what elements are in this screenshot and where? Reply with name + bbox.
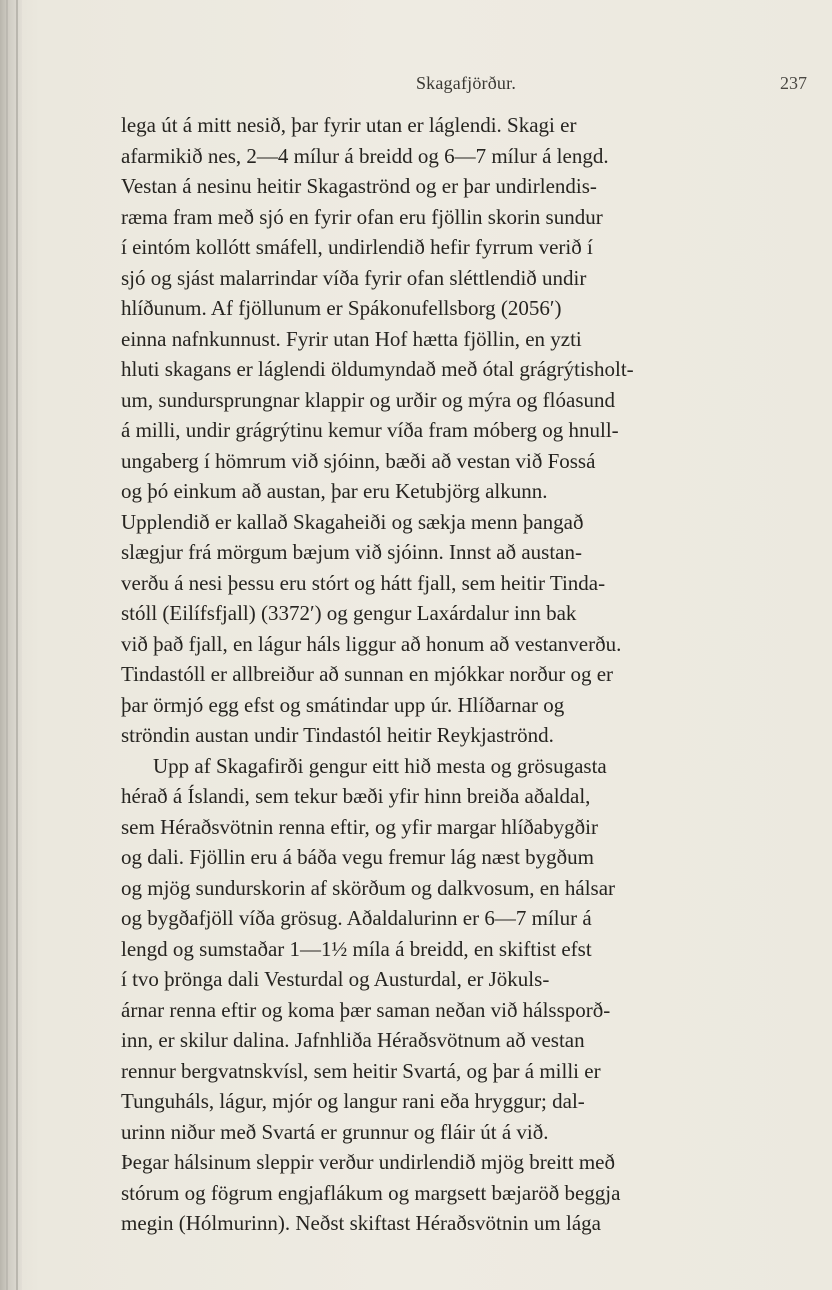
text-line: um, sundursprungnar klappir og urðir og mýra og flóasund <box>121 387 616 412</box>
text-line: einna nafnkunnust. Fyrir utan Hof hætta fjöllin, en yzti <box>121 326 582 351</box>
text-line: ströndin austan undir Tindastól heitir Reykjaströnd. <box>121 723 554 747</box>
text-line: verðu á nesi þessu eru stórt og hátt fjall, sem heitir Tinda- <box>121 570 606 595</box>
text-line: lega út á mitt nesið, þar fyrir utan er láglendi. Skagi er <box>121 113 577 137</box>
text-line: hlíðunum. Af fjöllunum er Spákonufellsborg (2056′) <box>121 296 562 320</box>
text-line: og dali. Fjöllin eru á báða vegu fremur lág næst bygðum <box>121 845 594 869</box>
text-line: á milli, undir grágrýtinu kemur víða fram móberg og hnull- <box>121 418 619 442</box>
text-line: í tvo þrönga dali Vesturdal og Austurdal, er Jökuls- <box>121 967 550 991</box>
text-line: Vestan á nesinu heitir Skagaströnd og er þar undirlendis- <box>121 174 597 198</box>
text-line: þar örmjó egg efst og smátindar upp úr. Hlíðarnar og <box>121 692 565 717</box>
page-header <box>121 73 811 97</box>
text-line: rennur bergvatnskvísl, sem heitir Svartá, og þar á milli er <box>121 1058 601 1083</box>
text-line: í eintóm kollótt smáfell, undirlendið hefir fyrrum verið í <box>121 235 593 259</box>
text-line: og mjög sundurskorin af skörðum og dalkvosum, en hálsar <box>121 875 616 900</box>
text-line: og þó einkum að austan, þar eru Ketubjörg alkunn. <box>121 479 548 503</box>
text-line: lengd og sumstaðar 1—1½ míla á breidd, en skiftist efst <box>121 936 592 961</box>
text-line: megin (Hólmurinn). Neðst skiftast Héraðsvötnin um lága <box>121 1211 601 1235</box>
text-line: stóll (Eilífsfjall) (3372′) og gengur Laxárdalur inn bak <box>121 601 577 625</box>
text-line: hluti skagans er láglendi öldumyndað með ótal grágrýtisholt- <box>121 357 634 381</box>
text-line: Tunguháls, lágur, mjór og langur rani eða hryggur; dal- <box>121 1089 585 1113</box>
text-line: við það fjall, en lágur háls liggur að honum að vestanverðu. <box>121 631 622 656</box>
page-number: 237 <box>780 73 807 93</box>
text-line: sjó og sjást malarrindar víða fyrir ofan sléttlendið undir <box>121 265 587 290</box>
binding-line-outer <box>6 0 8 1290</box>
text-line: og bygðafjöll víða grösug. Aðaldalurinn er 6—7 mílur á <box>121 906 592 930</box>
body-text <box>121 108 811 1268</box>
binding-edge <box>0 0 22 1290</box>
text-line: Upp af Skagafirði gengur eitt hið mesta og grösugasta <box>153 753 607 778</box>
text-line: urinn niður með Svartá er grunnur og fláir út á við. <box>121 1119 549 1144</box>
text-line: inn, er skilur dalina. Jafnhliða Héraðsvötnum að vestan <box>121 1028 585 1052</box>
binding-line <box>16 0 18 1290</box>
text-line: ræma fram með sjó en fyrir ofan eru fjöllin skorin sundur <box>121 204 603 229</box>
text-line: Tindastóll er allbreiður að sunnan en mjókkar norður og er <box>121 662 614 686</box>
text-line: árnar renna eftir og koma þær saman neðan við hálssporð- <box>121 997 611 1022</box>
text-line: sem Héraðsvötnin renna eftir, og yfir margar hlíðabygðir <box>121 814 598 839</box>
text-line: slægjur frá mörgum bæjum við sjóinn. Innst að austan- <box>121 540 582 564</box>
text-line: Þegar hálsinum sleppir verður undirlendið mjög breitt með <box>121 1150 615 1174</box>
text-line: hérað á Íslandi, sem tekur bæði yfir hinn breiða aðaldal, <box>121 784 591 808</box>
running-title: Skagafjörður. <box>415 73 517 93</box>
text-line: stórum og fögrum engjaflákum og margsett bæjaröð beggja <box>121 1180 621 1205</box>
text-line: afarmikið nes, 2—4 mílur á breidd og 6—7 mílur á lengd. <box>121 143 609 168</box>
text-line: ungaberg í hömrum við sjóinn, bæði að vestan við Fossá <box>121 448 596 473</box>
text-line: Upplendið er kallað Skagaheiði og sækja menn þangað <box>121 509 584 534</box>
